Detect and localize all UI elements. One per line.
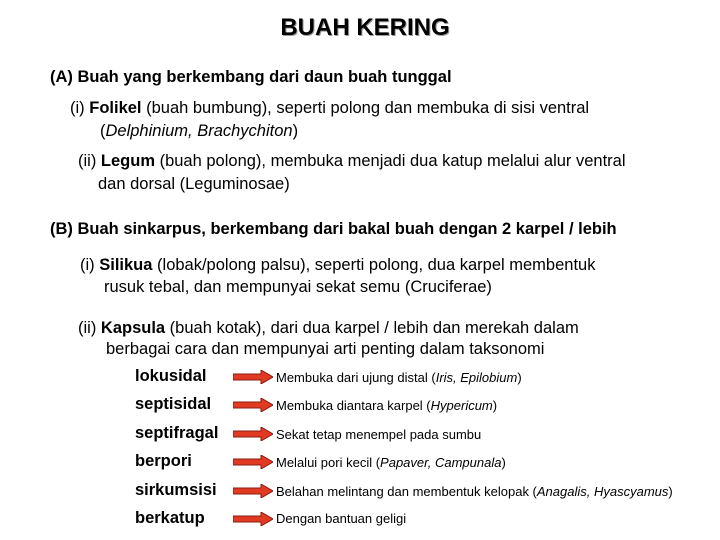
item-prefix: (i) <box>70 99 90 117</box>
item-text: (buah polong), membuka menjadi dua katup melalui alur ventral <box>155 152 626 170</box>
item-kapsula <box>78 317 579 339</box>
capsule-type-name: berkatup <box>135 509 205 527</box>
item-prefix: (i) <box>80 256 100 274</box>
capsule-type-desc: Melalui pori kecil (Papaver, Campunala) <box>276 455 506 470</box>
capsule-type-name: lokusidal <box>135 367 207 385</box>
page-title: BUAH KERING <box>280 14 450 41</box>
item-term: Legum <box>100 152 155 170</box>
right-arrow-icon <box>233 370 273 384</box>
capsule-type-name: sirkumsisi <box>135 481 217 499</box>
paren: ) <box>292 122 299 140</box>
capsule-type-desc: Membuka dari ujung distal (Iris, Epilobium) <box>276 370 522 385</box>
paren: ( <box>100 122 106 140</box>
capsule-type-desc: Belahan melintang dan membentuk kelopak (Anagalis, Hyascyamus) <box>276 484 673 499</box>
item-prefix: (ii) <box>78 319 101 337</box>
section-b-heading: (B) Buah sinkarpus, berkembang dari bakal buah dengan 2 karpel / lebih <box>50 220 617 238</box>
right-arrow-icon <box>233 427 273 441</box>
item-folikel-line2 <box>100 120 298 142</box>
capsule-type-desc: Dengan bantuan geligi <box>276 511 407 526</box>
item-term: Silikua <box>99 256 153 274</box>
item-silikua <box>80 254 595 276</box>
item-term: Folikel <box>89 99 142 117</box>
genus-names: Delphinium, Brachychiton <box>105 122 293 140</box>
item-legum <box>78 150 626 172</box>
capsule-type-name: septifragal <box>135 424 219 442</box>
item-legum-line2: dan dorsal (Leguminosae) <box>98 175 290 193</box>
section-a-heading: (A) Buah yang berkembang dari daun buah tunggal <box>50 68 452 86</box>
item-term: Kapsula <box>100 319 166 337</box>
capsule-type-name: berpori <box>135 452 192 470</box>
capsule-type-desc: Sekat tetap menempel pada sumbu <box>276 427 482 442</box>
right-arrow-icon <box>233 512 273 526</box>
right-arrow-icon <box>233 398 273 412</box>
item-folikel <box>70 97 589 119</box>
right-arrow-icon <box>233 455 273 469</box>
item-text: (lobak/polong palsu), seperti polong, dua karpel membentuk <box>152 256 596 274</box>
item-kapsula-line2: berbagai cara dan mempunyai arti penting dalam taksonomi <box>106 340 545 358</box>
right-arrow-icon <box>233 484 273 498</box>
item-prefix: (ii) <box>78 152 101 170</box>
capsule-type-name: septisidal <box>135 395 212 413</box>
item-text: (buah kotak), dari dua karpel / lebih dan merekah dalam <box>165 319 579 337</box>
item-silikua-line2: rusuk tebal, dan mempunyai sekat semu (Cruciferae) <box>104 278 492 296</box>
item-text: (buah bumbung), seperti polong dan membuka di sisi ventral <box>141 99 590 117</box>
capsule-type-desc: Membuka diantara karpel (Hypericum) <box>276 398 498 413</box>
